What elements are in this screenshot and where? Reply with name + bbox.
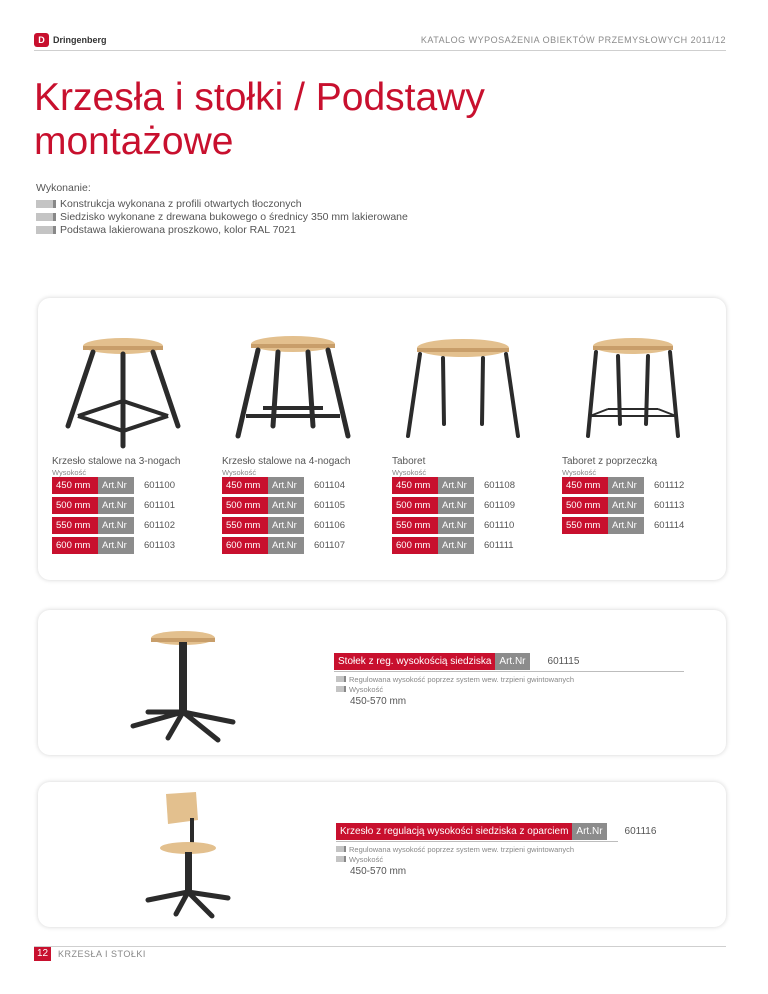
variant-row: 450 mm Art.Nr 601100 <box>52 477 175 494</box>
chair-adjustable-panel <box>38 782 726 927</box>
title-divider <box>336 841 618 842</box>
product-name: Krzesło stalowe na 4-nogach <box>222 456 351 467</box>
variant-row: 500 mm Art.Nr 601105 <box>222 497 345 514</box>
catalog-title: KATALOG WYPOSAŻENIA OBIEKTÓW PRZEMYSŁOWYCH 2011/12 <box>420 35 726 45</box>
product-card-3-leg <box>38 298 208 580</box>
spec-item: Konstrukcja wykonana z profili otwartych tłoczonych <box>36 197 408 210</box>
products-panel <box>38 298 726 580</box>
variant-row: 500 mm Art.Nr 601109 <box>392 497 515 514</box>
bullet-icon <box>36 213 56 221</box>
variant-row: 600 mm Art.Nr 601111 <box>392 537 515 554</box>
stool-adjustable-image <box>108 616 258 750</box>
product-card-taboret <box>378 298 548 580</box>
bullet-icon <box>36 226 56 234</box>
chair-adjustable-notes: Regulowana wysokość poprzez system wew. trzpieni gwintowanych Wysokość <box>336 844 574 864</box>
page-title-line2: montażowe <box>34 120 234 163</box>
product-name: Krzesło stalowe na 3-nogach <box>52 456 181 467</box>
height-range: 450-570 mm <box>350 696 407 707</box>
spec-item: Siedzisko wykonane z drewana bukowego o średnicy 350 mm lakierowane <box>36 210 408 223</box>
page-title-line1: Krzesła i stołki / Podstawy <box>34 76 485 119</box>
stool-adjustable-title: Stołek z reg. wysokością siedziska Art.Nr 601115 <box>334 653 579 670</box>
chair-adjustable-image <box>108 788 258 922</box>
stool-adjustable-notes: Regulowana wysokość poprzez system wew. trzpieni gwintowanych Wysokość <box>336 674 574 694</box>
page-number: 12 <box>34 947 51 961</box>
product-card-4-leg <box>208 298 378 580</box>
variant-row: 550 mm Art.Nr 601102 <box>52 517 175 534</box>
variant-row: 600 mm Art.Nr 601107 <box>222 537 345 554</box>
taboret-crossbar-image <box>548 316 718 456</box>
height-range: 450-570 mm <box>350 866 407 877</box>
variant-row: 500 mm Art.Nr 601101 <box>52 497 175 514</box>
bullet-icon <box>336 856 346 862</box>
footer-divider <box>34 946 726 947</box>
product-card-taboret-crossbar <box>548 298 718 580</box>
height-label: Wysokość <box>562 468 597 477</box>
height-label: Wysokość <box>52 468 87 477</box>
variant-table <box>392 477 515 557</box>
stool-adjustable-panel <box>38 610 726 755</box>
variant-row: 450 mm Art.Nr 601104 <box>222 477 345 494</box>
variant-row: 600 mm Art.Nr 601103 <box>52 537 175 554</box>
product-name: Taboret z poprzeczką <box>562 456 658 467</box>
variant-row: 550 mm Art.Nr 601114 <box>562 517 684 534</box>
bullet-icon <box>336 846 346 852</box>
logo-text: Dringenberg <box>53 35 107 45</box>
header-divider <box>34 50 726 51</box>
product-name: Taboret <box>392 456 426 467</box>
variant-row: 450 mm Art.Nr 601108 <box>392 477 515 494</box>
variant-table <box>222 477 345 557</box>
variant-row: 450 mm Art.Nr 601112 <box>562 477 684 494</box>
stool-3-leg-image <box>38 316 208 456</box>
page-title <box>34 76 594 164</box>
bullet-icon <box>36 200 56 208</box>
spec-list <box>36 182 408 236</box>
title-divider <box>334 671 684 672</box>
spec-heading: Wykonanie: <box>36 182 91 194</box>
variant-row: 550 mm Art.Nr 601106 <box>222 517 345 534</box>
variant-row: 500 mm Art.Nr 601113 <box>562 497 684 514</box>
bullet-icon <box>336 686 346 692</box>
logo-mark: D <box>34 33 49 47</box>
brand-logo <box>34 33 107 47</box>
variant-table <box>562 477 684 537</box>
variant-table <box>52 477 175 557</box>
stool-4-leg-image <box>208 316 378 456</box>
height-label: Wysokość <box>392 468 427 477</box>
chair-adjustable-title: Krzesło z regulacją wysokości siedziska z oparciem Art.Nr 601116 <box>336 823 656 840</box>
variant-row: 550 mm Art.Nr 601110 <box>392 517 515 534</box>
height-label: Wysokość <box>222 468 257 477</box>
section-name: KRZESŁA I STOŁKI <box>58 949 146 959</box>
taboret-image <box>378 316 548 456</box>
spec-item: Podstawa lakierowana proszkowo, kolor RAL 7021 <box>36 223 408 236</box>
bullet-icon <box>336 676 346 682</box>
